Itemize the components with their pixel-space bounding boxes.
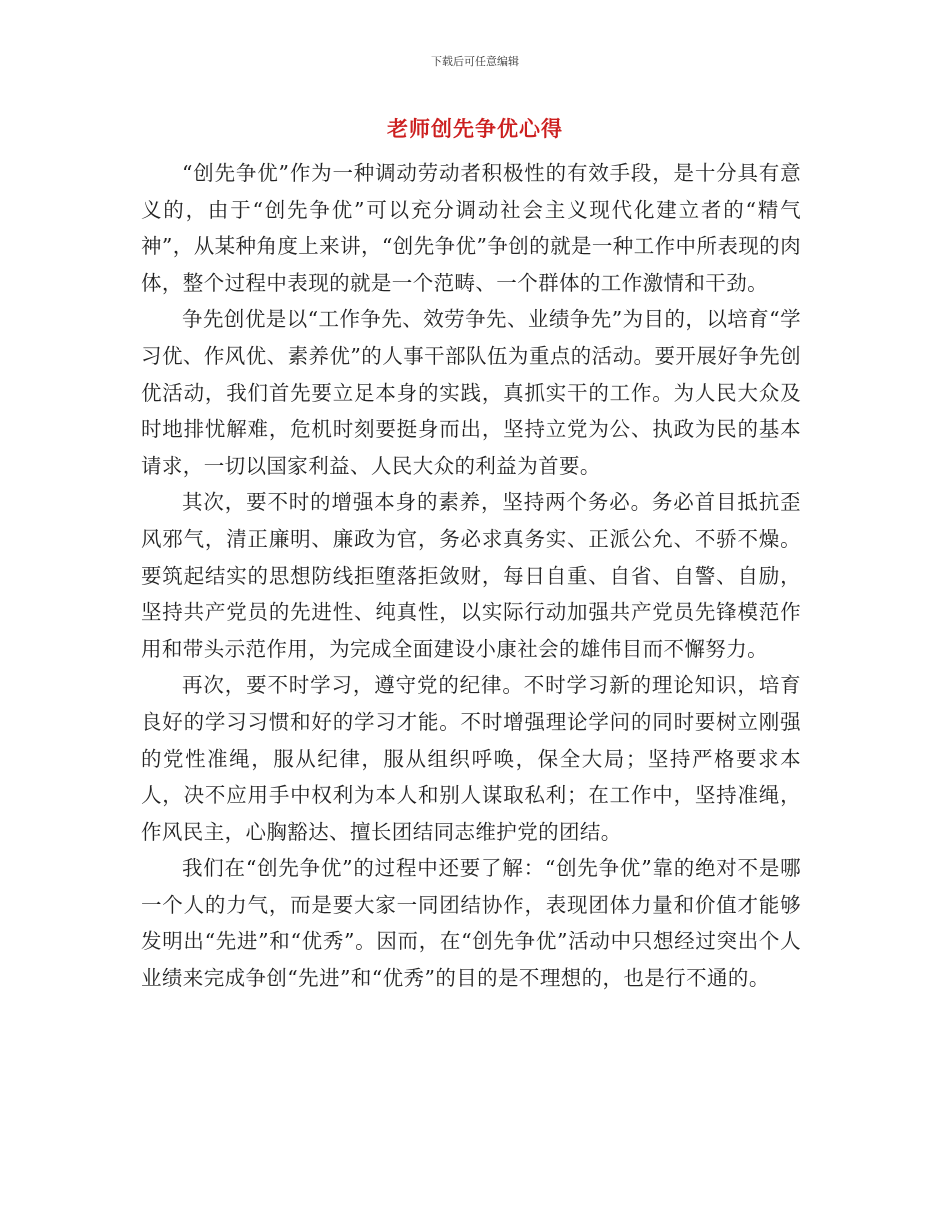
paragraph: 我们在“创先争优”的过程中还要了解：“创先争优”靠的绝对不是哪一个人的力气，而是要大家一同团结协作，表现团体力量和价值才能够发明出“先进”和“优秀”。因而，在“创先争优”活动中只想经过突出个人业绩来完成争创“先进”和“优秀”的目的是不理想的，也是行不通的。 (141, 856, 801, 991)
header-note: 下载后可任意编辑 (431, 55, 519, 68)
paragraph: 其次，要不时的增强本身的素养，坚持两个务必。务必首目抵抗歪风邪气，清正廉明、廉政为官，务必求真务实、正派公允、不骄不燥。要筑起结实的思想防线拒堕落拒敛财，每日自重、自省、自警、自励，坚持共产党员的先进性、纯真性，以实际行动加强共产党员先锋模范作用和带头示范作用，为完成全面建设小康社会的雄伟目而不懈努力。 (141, 490, 801, 661)
document-body (141, 155, 801, 997)
paragraph: 争先创优是以“工作争先、效劳争先、业绩争先”为目的，以培育“学习优、作风优、素养优”的人事干部队伍为重点的活动。要开展好争先创优活动，我们首先要立足本身的实践，真抓实干的工作。为人民大众及时地排忧解难，危机时刻要挺身而出，坚持立党为公、执政为民的基本请求，一切以国家利益、人民大众的利益为首要。 (141, 307, 801, 478)
document-title: 老师创先争优心得 (387, 117, 563, 141)
paragraph: 再次，要不时学习，遵守党的纪律。不时学习新的理论知识，培育良好的学习习惯和好的学习才能。不时增强理论学问的同时要树立刚强的党性准绳，服从纪律，服从组织呼唤，保全大局；坚持严格要求本人，决不应用手中权利为本人和别人谋取私利；在工作中，坚持准绳，作风民主，心胸豁达、擅长团结同志维护党的团结。 (141, 673, 801, 844)
paragraph: “创先争优”作为一种调动劳动者积极性的有效手段，是十分具有意义的，由于“创先争优”可以充分调动社会主义现代化建立者的“精气神”，从某种角度上来讲，“创先争优”争创的就是一种工作中所表现的肉体，整个过程中表现的就是一个范畴、一个群体的工作激情和干劲。 (141, 161, 801, 295)
